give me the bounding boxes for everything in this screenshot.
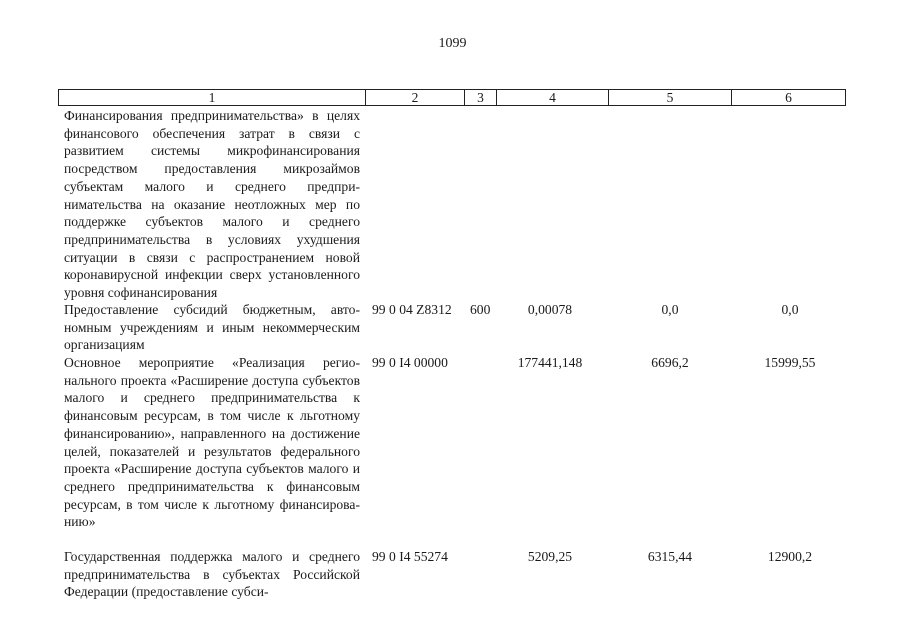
row-value-col4: 0,00078	[527, 302, 573, 317]
row-value-col5: 6696,2	[651, 355, 689, 370]
row-target-code: 99 0 I4 00000	[372, 355, 448, 370]
column-header-2: 2	[365, 90, 464, 105]
row-value-col6: 12900,2	[767, 549, 813, 564]
row-description: Предоставление субсидий бюджетным, автономным учреждениям и иным некоммерческим организациям	[64, 302, 360, 353]
row-expense-kind: 600	[470, 302, 491, 317]
row-description: Государственная поддержка малого и среднего предпринимательства в субъектах Российской Федерации (предоставление субси-	[64, 549, 360, 600]
row-target-code: 99 0 I4 55274	[372, 549, 448, 564]
row-value-col5: 6315,44	[647, 549, 693, 564]
page-number: 1099	[438, 36, 467, 51]
column-header-1: 1	[208, 90, 216, 105]
column-header-6: 6	[731, 90, 845, 105]
row-value-col6: 0,0	[781, 302, 799, 317]
column-header-3: 3	[464, 90, 496, 105]
column-header-4: 4	[496, 90, 608, 105]
row-value-col4: 177441,148	[517, 355, 583, 370]
row-value-col6: 15999,55	[764, 355, 816, 370]
row-value-col5: 0,0	[661, 302, 679, 317]
table-header-row	[58, 89, 846, 106]
column-header-5: 5	[608, 90, 731, 105]
row-description: Финансирования предпринимательства» в целях финансового обеспечения затрат в связи с развитием системы микрофинансирования посредством предоставления микрозаймов субъектам малого и среднего предпринимательства на оказание неотложных мер по поддержке субъектов малого и среднего предпринимательства в условиях ухудшения ситуации в связи с распространением новой коронавирусной инфекции сверх установленного уровня софинансирования	[64, 108, 360, 301]
row-value-col4: 5209,25	[527, 549, 573, 564]
row-description: Основное мероприятие «Реализация регионального проекта «Расширение доступа субъектов малого и среднего предпринимательства к финансовым ресурсам, в том числе к льготному финансированию», направленного на достижение целей, показателей и результатов федерального проекта «Расширение доступа субъектов малого и среднего предпринимательства к финансовым ресурсам, в том числе к льготному финансированию»	[64, 355, 360, 530]
row-target-code: 99 0 04 Z8312	[372, 302, 452, 317]
